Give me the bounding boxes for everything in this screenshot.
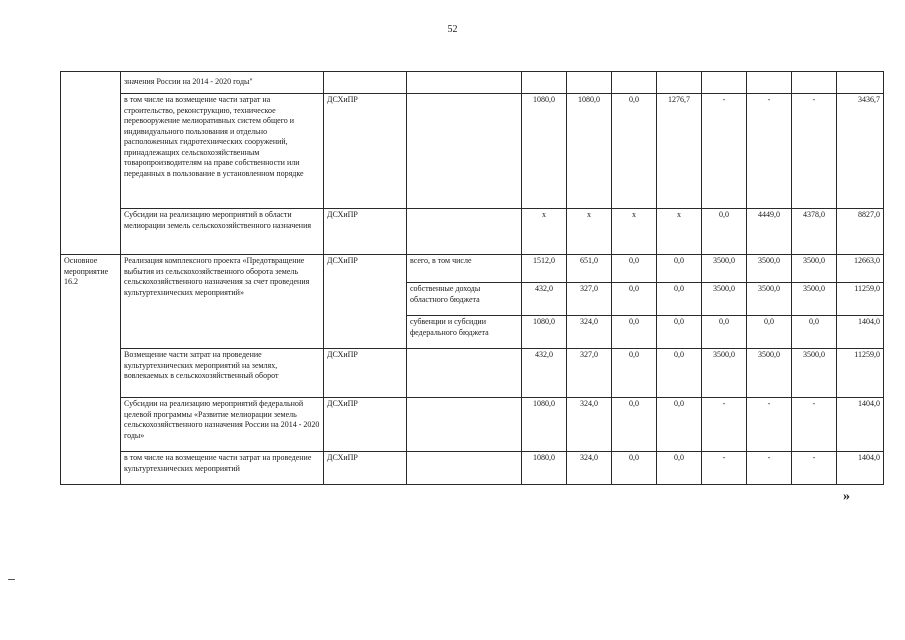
value-cell: - xyxy=(702,398,747,452)
value-cell: 1276,7 xyxy=(657,94,702,209)
value-cell xyxy=(702,72,747,94)
value-cell: 3500,0 xyxy=(702,255,747,283)
value-cell xyxy=(792,72,837,94)
value-cell: 0,0 xyxy=(612,94,657,209)
value-cell: 8827,0 xyxy=(837,209,884,255)
program-cell xyxy=(61,72,121,255)
source-cell xyxy=(407,452,522,485)
executor-cell: ДСХиПР xyxy=(324,209,407,255)
description-cell: Субсидии на реализацию мероприятий федеральной целевой программы «Развитие мелиорации земель сельскохозяйственного назначения России на 2014 - 2020 годы» xyxy=(121,398,324,452)
value-cell: - xyxy=(702,452,747,485)
value-cell: 327,0 xyxy=(567,349,612,398)
margin-mark xyxy=(8,579,15,580)
executor-cell: ДСХиПР xyxy=(324,94,407,209)
value-cell: 0,0 xyxy=(612,398,657,452)
value-cell: 4449,0 xyxy=(747,209,792,255)
executor-cell: ДСХиПР xyxy=(324,255,407,349)
table-row xyxy=(61,398,884,452)
executor-cell xyxy=(324,72,407,94)
value-cell: 0,0 xyxy=(747,316,792,349)
source-cell: субвенции и субсидии федерального бюджета xyxy=(407,316,522,349)
value-cell xyxy=(522,72,567,94)
value-cell: 0,0 xyxy=(612,349,657,398)
value-cell: 11259,0 xyxy=(837,349,884,398)
value-cell: 0,0 xyxy=(657,398,702,452)
value-cell: - xyxy=(747,452,792,485)
value-cell: х xyxy=(612,209,657,255)
value-cell: 4378,0 xyxy=(792,209,837,255)
value-cell: 0,0 xyxy=(657,349,702,398)
value-cell: х xyxy=(522,209,567,255)
source-cell: всего, в том числе xyxy=(407,255,522,283)
value-cell: х xyxy=(657,209,702,255)
value-cell: 1080,0 xyxy=(567,94,612,209)
value-cell: 0,0 xyxy=(612,452,657,485)
source-cell xyxy=(407,349,522,398)
table-row xyxy=(61,72,884,94)
closing-quote: » xyxy=(843,489,850,504)
description-cell: в том числе на возмещение части затрат на проведение культуртехнических мероприятий xyxy=(121,452,324,485)
value-cell: 3500,0 xyxy=(702,349,747,398)
value-cell: 0,0 xyxy=(702,316,747,349)
value-cell: 1404,0 xyxy=(837,316,884,349)
value-cell: 3500,0 xyxy=(792,255,837,283)
value-cell: 1080,0 xyxy=(522,316,567,349)
value-cell: 12663,0 xyxy=(837,255,884,283)
value-cell: 432,0 xyxy=(522,283,567,316)
value-cell: 0,0 xyxy=(657,283,702,316)
value-cell: 0,0 xyxy=(702,209,747,255)
value-cell: 324,0 xyxy=(567,398,612,452)
value-cell xyxy=(567,72,612,94)
value-cell: 0,0 xyxy=(792,316,837,349)
value-cell: 1404,0 xyxy=(837,452,884,485)
value-cell: 1404,0 xyxy=(837,398,884,452)
table-row xyxy=(61,452,884,485)
value-cell: 0,0 xyxy=(657,255,702,283)
value-cell: 1512,0 xyxy=(522,255,567,283)
value-cell: - xyxy=(792,452,837,485)
value-cell: - xyxy=(747,94,792,209)
value-cell: - xyxy=(702,94,747,209)
source-cell: собственные доходы областного бюджета xyxy=(407,283,522,316)
value-cell xyxy=(837,72,884,94)
description-cell: Возмещение части затрат на проведение культуртехнических мероприятий на землях, вовлекаемых в сельскохозяйственный оборот xyxy=(121,349,324,398)
value-cell: х xyxy=(567,209,612,255)
value-cell: 327,0 xyxy=(567,283,612,316)
value-cell: 3500,0 xyxy=(747,349,792,398)
source-cell xyxy=(407,209,522,255)
executor-cell: ДСХиПР xyxy=(324,452,407,485)
description-cell: Субсидии на реализацию мероприятий в области мелиорации земель сельскохозяйственного назначения xyxy=(121,209,324,255)
value-cell: 1080,0 xyxy=(522,398,567,452)
value-cell: 324,0 xyxy=(567,452,612,485)
value-cell: 3500,0 xyxy=(747,283,792,316)
value-cell: 1080,0 xyxy=(522,94,567,209)
value-cell xyxy=(612,72,657,94)
source-cell xyxy=(407,94,522,209)
value-cell: - xyxy=(792,398,837,452)
source-cell xyxy=(407,72,522,94)
description-cell: Реализация комплексного проекта «Предотвращение выбытия из сельскохозяйственного оборота земель сельскохозяйственного назначения за счет проведения культуртехнических мероприятий» xyxy=(121,255,324,349)
value-cell: 3500,0 xyxy=(747,255,792,283)
description-cell: значения России на 2014 - 2020 годы" xyxy=(121,72,324,94)
value-cell: 1080,0 xyxy=(522,452,567,485)
value-cell: 3500,0 xyxy=(792,349,837,398)
value-cell: 0,0 xyxy=(657,452,702,485)
description-cell: в том числе на возмещение части затрат на строительство, реконструкцию, техническое перевооружение мелиоративных систем общего и индивидуального пользования и отдельно расположенных гидротехнических сооружений, принадлежащих сельскохозяйственным товаропроизводителям на праве собственности или переданных в пользование в установленном порядке xyxy=(121,94,324,209)
value-cell xyxy=(657,72,702,94)
value-cell: - xyxy=(792,94,837,209)
source-cell xyxy=(407,398,522,452)
value-cell: - xyxy=(747,398,792,452)
value-cell: 651,0 xyxy=(567,255,612,283)
value-cell: 3500,0 xyxy=(792,283,837,316)
value-cell xyxy=(747,72,792,94)
value-cell: 324,0 xyxy=(567,316,612,349)
table-row xyxy=(61,94,884,209)
value-cell: 3500,0 xyxy=(702,283,747,316)
table-row xyxy=(61,209,884,255)
executor-cell: ДСХиПР xyxy=(324,398,407,452)
page-number: 52 xyxy=(447,24,458,35)
value-cell: 0,0 xyxy=(657,316,702,349)
program-cell: Основное мероприятие 16.2 xyxy=(61,255,121,485)
executor-cell: ДСХиПР xyxy=(324,349,407,398)
budget-table xyxy=(60,71,884,485)
table-row xyxy=(61,255,884,283)
value-cell: 0,0 xyxy=(612,283,657,316)
value-cell: 11259,0 xyxy=(837,283,884,316)
value-cell: 432,0 xyxy=(522,349,567,398)
table-row xyxy=(61,349,884,398)
value-cell: 3436,7 xyxy=(837,94,884,209)
value-cell: 0,0 xyxy=(612,255,657,283)
value-cell: 0,0 xyxy=(612,316,657,349)
